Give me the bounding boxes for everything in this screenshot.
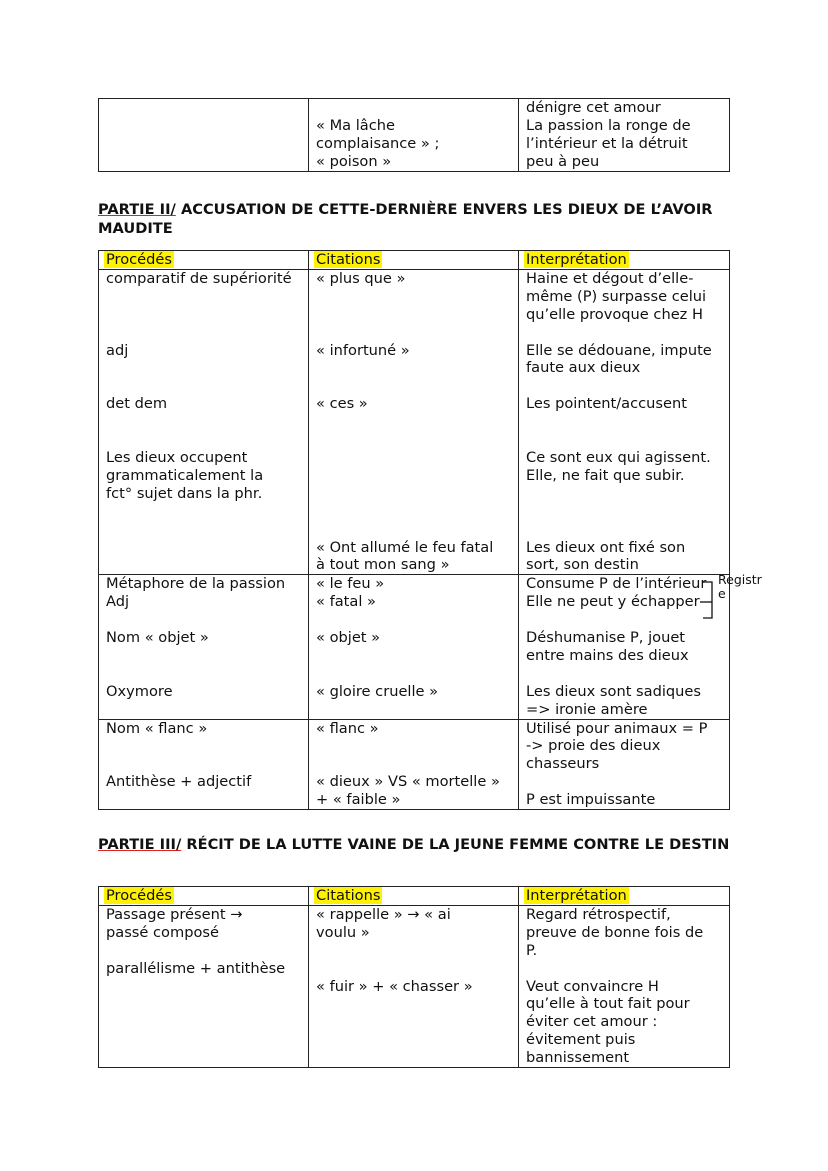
section-heading-partie-3	[98, 836, 738, 855]
cell-procedes: Nom « flanc » Antithèse + adjectif	[99, 719, 309, 810]
cell-interpretation: Regard rétrospectif, preuve de bonne fois de P. Veut convaincre H qu’elle à tout fait pour éviter cet amour : évitement puis bannissement	[519, 905, 730, 1067]
header-procedes: Procédés	[99, 251, 309, 270]
table-row	[99, 905, 730, 1067]
handwritten-bracket-icon	[700, 580, 720, 622]
table-row	[99, 719, 730, 810]
heading-prefix: PARTIE II/	[98, 201, 176, 218]
header-citations: Citations	[309, 887, 519, 906]
cell-citations: « plus que » « infortuné » « ces » « Ont allumé le feu fatal à tout mon sang »	[309, 269, 519, 574]
cell-citations: « rappelle » → « ai voulu » « fuir » + « chasser »	[309, 905, 519, 1067]
header-interpretation: Interprétation	[519, 887, 730, 906]
table-header-row	[99, 251, 730, 270]
table-header-row	[99, 887, 730, 906]
cell-citations: « le feu » « fatal » « objet » « gloire cruelle »	[309, 575, 519, 719]
table-partie-2	[98, 250, 730, 810]
cell-procedes: Passage présent → passé composé parallélisme + antithèse	[99, 905, 309, 1067]
table-partie-3	[98, 886, 730, 1068]
cell-interpretation: Haine et dégout d’elle- même (P) surpasse celui qu’elle provoque chez H Elle se dédouane, impute faute aux dieux Les pointent/accusent Ce sont eux qui agissent. Elle, ne fait que subir. Les dieux ont fixé son sort, son destin	[519, 269, 730, 574]
table-row	[99, 269, 730, 574]
handwritten-annotation: Registr e	[718, 572, 762, 601]
header-interpretation: Interprétation	[519, 251, 730, 270]
section-heading-partie-2	[98, 201, 738, 238]
header-procedes: Procédés	[99, 887, 309, 906]
cell-citations: « flanc » « dieux » VS « mortelle » + « faible »	[309, 719, 519, 810]
heading-title: ACCUSATION DE CETTE-DERNIÈRE ENVERS LES DIEUX DE L’AVOIR MAUDITE	[98, 201, 713, 237]
cell-citations: « Ma lâche complaisance » ; « poison »	[309, 99, 519, 172]
header-citations: Citations	[309, 251, 519, 270]
table-row	[99, 575, 730, 719]
cell-procedes: Métaphore de la passion Adj Nom « objet » Oxymore	[99, 575, 309, 719]
cell-procedes: comparatif de supériorité adj det dem Les dieux occupent grammaticalement la fct° sujet dans la phr.	[99, 269, 309, 574]
table-partie-1-end	[98, 98, 730, 172]
heading-title: RÉCIT DE LA LUTTE VAINE DE LA JEUNE FEMME CONTRE LE DESTIN	[181, 836, 730, 853]
cell-interpretation: Utilisé pour animaux = P -> proie des dieux chasseurs P est impuissante	[519, 719, 730, 810]
cell-procedes	[99, 99, 309, 172]
cell-interpretation: Consume P de l’intérieur Elle ne peut y échapper Déshumanise P, jouet entre mains des dieux Les dieux sont sadiques => ironie amère	[519, 575, 730, 719]
heading-prefix: PARTIE III/	[98, 836, 182, 853]
cell-interpretation: dénigre cet amour La passion la ronge de l’intérieur et la détruit peu à peu	[519, 99, 730, 172]
table-row	[99, 99, 730, 172]
